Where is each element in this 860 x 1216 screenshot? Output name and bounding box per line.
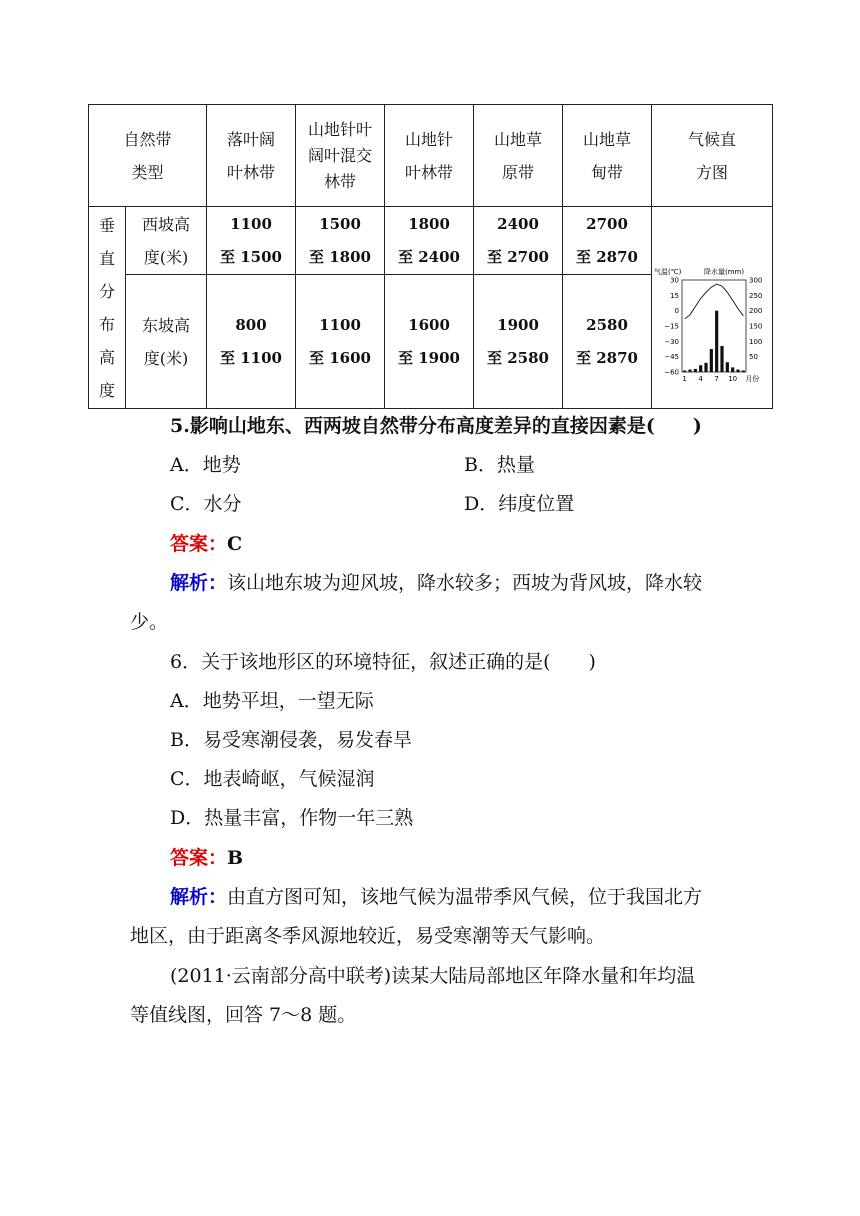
q5-option-c: C．水分 <box>170 493 242 515</box>
q5-answer-value: C <box>227 533 243 555</box>
q6-analysis-label: 解析： <box>170 886 228 908</box>
east-value-5: 2580 至 2870 <box>563 275 652 409</box>
x-tick-label: 4 <box>698 374 703 383</box>
left-axis-title: 气温(℃) <box>654 267 682 276</box>
precip-bar <box>683 370 686 372</box>
q6-analysis <box>170 882 702 909</box>
east-value-2: 1100 至 1600 <box>296 275 385 409</box>
q6-option-c: C．地表崎岖，气候湿润 <box>170 768 375 790</box>
q5-option-a: A．地势 <box>170 454 241 476</box>
left-tick-label: 0 <box>674 306 680 315</box>
temperature-line <box>685 284 744 319</box>
q6-analysis-text-2: 地区，由于距离冬季风源地较近，易受寒潮等天气影响。 <box>130 925 606 947</box>
header-zone-2: 山地针叶 阔叶混交 林带 <box>296 105 385 207</box>
q5-analysis-text-1: 该山地东坡为迎风坡，降水较多；西坡为背风坡，降水较 <box>227 572 703 594</box>
left-tick-label: 30 <box>670 276 680 284</box>
x-tick-label: 10 <box>728 374 738 383</box>
intro-line-2: 等值线图，回答 7～8 题。 <box>130 1004 357 1026</box>
precip-bar <box>688 369 691 371</box>
west-value-4: 2400 至 2700 <box>474 207 563 275</box>
east-slope-label: 东坡高 度(米) <box>126 275 207 409</box>
east-value-1: 800 至 1100 <box>207 275 296 409</box>
q5-option-b: B．热量 <box>464 454 535 476</box>
header-zone-4: 山地草 原带 <box>474 105 563 207</box>
climate-chart <box>652 252 773 386</box>
right-tick-label: 50 <box>749 352 758 361</box>
q6-option-a: A．地势平坦，一望无际 <box>170 690 374 712</box>
plot-frame <box>682 280 746 372</box>
q5-option-d: D．纬度位置 <box>464 493 575 515</box>
q6-analysis-text-1: 由直方图可知，该地气候为温带季风气候，位于我国北方 <box>227 886 703 908</box>
left-tick-label: −60 <box>664 368 680 376</box>
precip-bar <box>699 365 702 372</box>
q6-stem: 6．关于该地形区的环境特征，叙述正确的是( ) <box>170 651 596 673</box>
header-zone-1: 落叶阔 叶林带 <box>207 105 296 207</box>
right-tick-label: 300 <box>749 276 763 284</box>
natural-zone-table <box>88 104 773 409</box>
q5-answer-label: 答案： <box>170 533 228 555</box>
precip-bar <box>715 310 718 371</box>
left-tick-label: −30 <box>664 337 680 346</box>
precip-bar <box>736 369 739 371</box>
x-tick-label: 7 <box>714 374 719 383</box>
header-zone-3: 山地针 叶林带 <box>385 105 474 207</box>
q5-analysis-text-2: 少。 <box>130 611 169 633</box>
right-tick-label: 150 <box>749 322 763 330</box>
x-tick-label: 1 <box>682 374 687 383</box>
left-tick-label: −45 <box>664 352 680 361</box>
x-unit-label: 月份 <box>745 374 760 383</box>
q6-option-b: B．易受寒潮侵袭，易发春旱 <box>170 729 412 751</box>
west-value-2: 1500 至 1800 <box>296 207 385 275</box>
intro-line-1: (2011·云南部分高中联考)读某大陆局部地区年降水量和年均温 <box>170 965 696 987</box>
q5-analysis-label: 解析： <box>170 572 228 594</box>
west-value-5: 2700 至 2870 <box>563 207 652 275</box>
right-tick-label: 250 <box>749 291 763 300</box>
west-value-3: 1800 至 2400 <box>385 207 474 275</box>
precip-bar <box>720 345 723 371</box>
header-chart: 气候直 方图 <box>652 105 773 207</box>
left-tick-label: −15 <box>664 322 680 330</box>
q6-answer-label: 答案： <box>170 847 228 869</box>
row-group-label: 垂 直 分 布 高 度 <box>89 207 126 409</box>
precip-bar <box>731 367 734 372</box>
q5-stem: 5.影响山地东、西两坡自然带分布高度差异的直接因素是( ) <box>170 415 702 437</box>
west-slope-label: 西坡高 度(米) <box>126 207 207 275</box>
left-tick-label: 15 <box>670 291 680 300</box>
q6-option-d: D．热量丰富，作物一年三熟 <box>170 807 414 829</box>
precip-bar <box>710 349 713 372</box>
precip-bar <box>704 362 707 371</box>
precip-bar <box>742 370 745 372</box>
q6-answer <box>170 843 243 870</box>
east-value-3: 1600 至 1900 <box>385 275 474 409</box>
east-value-4: 1900 至 2580 <box>474 275 563 409</box>
q6-answer-value: B <box>227 847 244 869</box>
header-type: 自然带 类型 <box>89 105 207 207</box>
q5-analysis <box>170 568 702 595</box>
right-tick-label: 200 <box>749 306 763 315</box>
climate-chart-cell <box>652 207 773 409</box>
header-zone-5: 山地草 甸带 <box>563 105 652 207</box>
right-tick-label: 100 <box>749 337 763 346</box>
precip-bar <box>694 368 697 371</box>
q5-answer <box>170 529 242 556</box>
right-axis-title: 降水量(mm) <box>704 267 745 276</box>
west-value-1: 1100 至 1500 <box>207 207 296 275</box>
precip-bar <box>726 362 729 372</box>
